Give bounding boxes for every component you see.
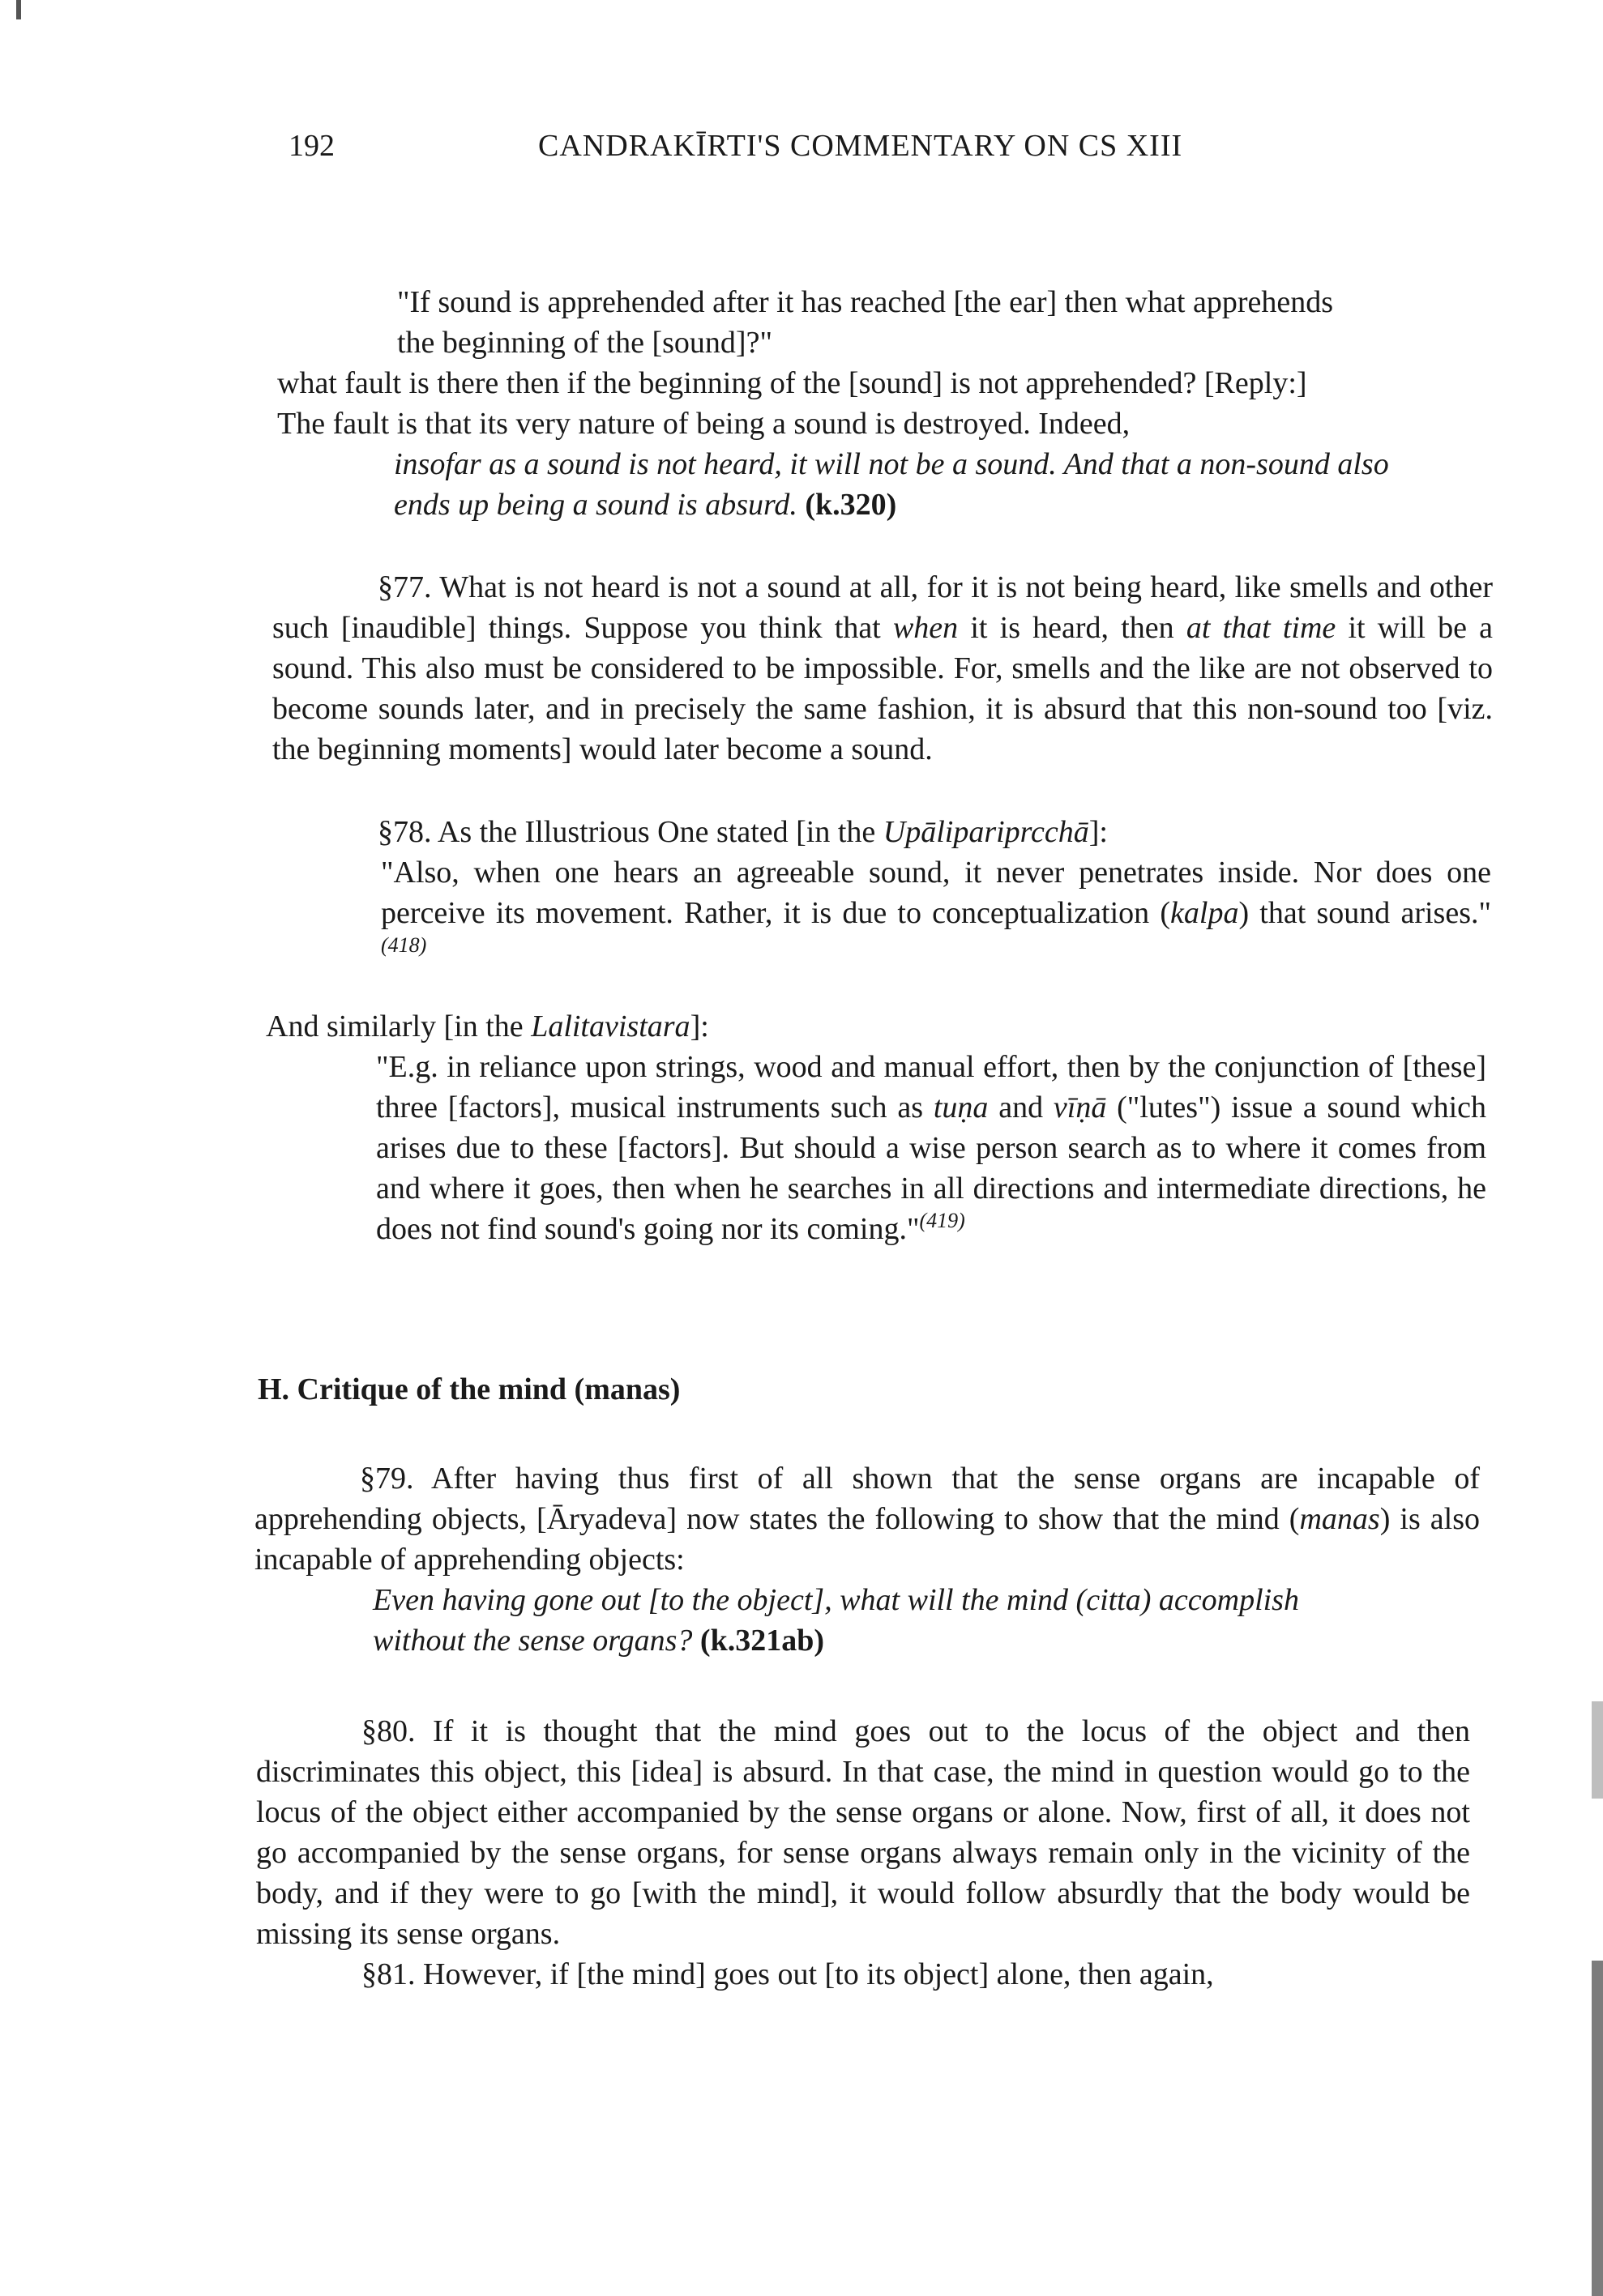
verse-line [394,484,1512,525]
section-79: §79. After having thus first of all shown that the sense organs are incapable of apprehending objects, [Āryadeva] now states the following to show that the mind (manas) is also incapable of apprehending objects: [254,1462,1480,1577]
verse-text: ends up being a sound is absurd. [394,488,797,522]
quote-line: "If sound is apprehended after it has reached [the ear] then what apprehends [397,285,1334,319]
verse-line: insofar as a sound is not heard, it will not be a sound. And that a non-sound also [394,447,1389,481]
quote-419: "E.g. in reliance upon strings, wood and manual effort, then by the conjunction of [these] three [factors], musical instruments such as tuṇa and vīṇā ("lutes") issue a sound which arises due to these [factors]. But should a wise person search as to where it comes from and where it goes, then when he searches in all directions and intermediate directions, he does not find sound's going nor its coming."$^{(419)}$ [376,1050,1487,1246]
section-80: §80. If it is thought that the mind goes out to the locus of the object and then discriminates this object, this [idea] is absurd. In that case, the mind in question would go to the locus of the object either accompanied by the sense organs or alone. Now, first of all, it does not go accompanied by the sense organs, for sense organs always remain only in the vicinity of the body, and if they were to go [with the mind], it would follow absurdly that the body would be missing its sense organs. [256,1714,1470,1951]
quote-sound-apprehended [397,282,1515,363]
verse-k320 [394,444,1512,525]
verse-text: without the sense organs? [373,1624,693,1658]
section-77: §77. What is not heard is not a sound at all, for it is not being heard, like smells and other such [inaudible] things. Suppose you think that when it is heard, then at that time it will be a sound. This also must be considered to be impossible. For, smells and the like are not observed to become sounds later, and in precisely the same fashion, it is absurd that this non-sound too [viz. the beginning moments] would later become a sound. [272,570,1494,766]
quote-418: "Also, when one hears an agreeable sound, it never penetrates inside. Nor does one perceive its movement. Rather, it is due to conceptualization (kalpa) that sound arises."$^{(418)}$ [381,856,1491,957]
section-78: §78. As the Illustrious One stated [in the Upālipariprcchā]: [378,815,1108,849]
scan-corner-mark [16,0,21,19]
text-line: what fault is there then if the beginning of the [sound] is not apprehended? [Reply:] [277,366,1307,400]
section-number: §81. [361,1957,416,1991]
paragraph-fault [277,363,1493,444]
section-number: §77. [378,570,432,604]
section-number: §79. [360,1462,414,1496]
section-number: §80. [361,1714,416,1748]
verse-reference: (k.320) [805,488,897,522]
verse-reference: (k.321ab) [699,1624,824,1658]
verse-line: Even having gone out [to the object], what will the mind (citta) accomplish [373,1583,1299,1617]
source-title: Upālipariprcchā [883,815,1089,849]
section-heading: H. Critique of the mind (manas) [258,1372,681,1406]
text-line: The fault is that its very nature of being a sound is destroyed. Indeed, [277,407,1131,441]
scan-edge-shadow [1592,1961,1603,2296]
note-marker: (418) [381,933,427,957]
section-number: §78. [378,815,432,849]
quote-line: the beginning of the [sound]?" [397,326,772,360]
scan-edge-shadow [1592,1701,1603,1799]
source-title: Lalitavistara [531,1009,690,1043]
verse-k321ab [373,1580,1491,1661]
section-81: §81. However, if [the mind] goes out [to its object] alone, then again, [361,1957,1214,1991]
paragraph-similarly: And similarly [in the Lalitavistara]: [266,1009,709,1043]
note-marker: (419) [919,1209,965,1232]
page-number: 192 [289,129,335,163]
running-title: CANDRAKĪRTI'S COMMENTARY ON CS XIII [538,129,1183,163]
verse-line [373,1620,1491,1661]
